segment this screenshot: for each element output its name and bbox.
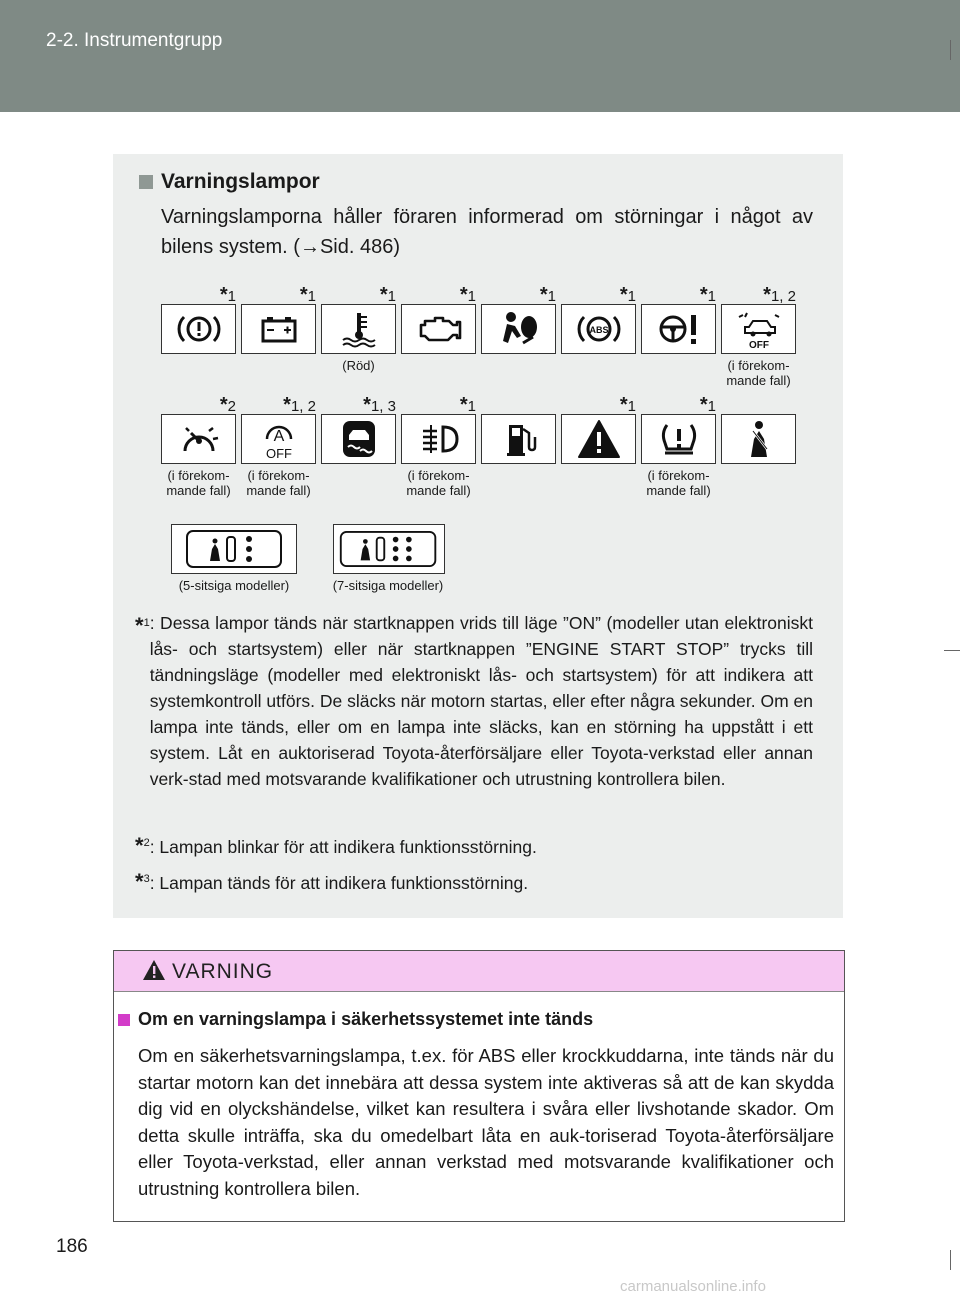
- tire-pressure-icon: [641, 414, 716, 464]
- footnote-2: *$^2$: Lampan blinkar för att indikera funktionsstörning.: [135, 832, 537, 858]
- page-number: 186: [56, 1236, 88, 1257]
- section-title: Varningslampor: [139, 170, 320, 194]
- section-intro: Varningslamporna håller föraren informerad om störningar i något av bilens system. (→Sid. 486): [161, 206, 813, 258]
- abs-icon: [561, 304, 636, 354]
- vsc-off-icon: [721, 304, 796, 354]
- warning-subtitle: Om en varningslampa i säkerhetssystemet inte tänds: [118, 1009, 593, 1030]
- warning-triangle-icon: [142, 959, 166, 981]
- bullet-square-icon: [118, 1014, 130, 1026]
- headlight-leveling-icon: [401, 414, 476, 464]
- lamp-cell: *1, 2 A OFF (i förekom- mande fall): [241, 394, 316, 498]
- fuel-icon: [481, 414, 556, 464]
- page-reference[interactable]: Sid. 486): [319, 236, 400, 258]
- bullet-square-icon: [139, 175, 153, 189]
- svg-text:ABS: ABS: [588, 325, 609, 335]
- warning-lamps-section: [113, 154, 843, 918]
- master-warning-icon: [561, 414, 636, 464]
- arrow-right-icon: →: [299, 236, 320, 258]
- lamp-cell: *1: [161, 284, 236, 388]
- lamp-cell: *1: [561, 394, 636, 498]
- power-steering-warning-icon: [641, 304, 716, 354]
- auto-off-icon: [241, 414, 316, 464]
- footnote-3: *$^3$: Lampan tänds för att indikera funktionsstörning.: [135, 868, 529, 894]
- lamp-cell: *1 (Röd): [321, 284, 396, 388]
- warning-text: Om en säkerhetsvarningslampa, t.ex. för ABS eller krockkuddarna, inte tänds när du startar motorn kan det innebära att dessa system inte aktiveras så att de kan skydda dig vid en olyckshändelse, vilket kan resultera i svåra eller livshotande skador. Om detta skulle inträffa, ska du omedelbart låta en auk-toriserad Toyota-återförsäljare eller Toyota-verkstad, eller annan verkstad med motsvarande kvalifikationer och utrustning kontrollera bilen.: [138, 1045, 834, 1199]
- lamp-cell: *1, 2 OFF (i förekom- mande fall): [721, 284, 796, 388]
- lamp-row-2: [161, 394, 796, 498]
- lamp-cell: [721, 394, 796, 498]
- watermark: carmanualsonline.info: [620, 1278, 766, 1295]
- lamp-cell: *1, 3: [321, 394, 396, 498]
- lamp-row-1: [161, 284, 796, 388]
- lamp-cell: *1: [481, 284, 556, 388]
- coolant-temperature-icon: [321, 304, 396, 354]
- seatbelt-7-seater-icon: [333, 524, 445, 574]
- svg-text:A: A: [273, 428, 284, 445]
- lamp-cell: *2 (i förekom- mande fall): [161, 394, 236, 498]
- warning-label: VARNING: [172, 960, 274, 983]
- brake-warning-icon: [161, 304, 236, 354]
- chapter-title: 2-2. Instrumentgrupp: [46, 30, 223, 51]
- crop-mark: [944, 650, 960, 651]
- lamp-cell: *1: [241, 284, 316, 388]
- svg-text:OFF: OFF: [748, 340, 769, 351]
- seatbelt-5-seater-icon: [171, 524, 297, 574]
- warning-box: [113, 950, 845, 1222]
- lamp-cell: (7-sitsiga modeller): [333, 524, 443, 593]
- slip-indicator-icon: [321, 414, 396, 464]
- lamp-cell: *1 (i förekom- mande fall): [641, 394, 716, 498]
- lamp-cell: [481, 394, 556, 498]
- lamp-cell: *1 (i förekom- mande fall): [401, 394, 476, 498]
- lamp-cell: *1 ABS: [561, 284, 636, 388]
- battery-icon: [241, 304, 316, 354]
- crop-mark: [950, 40, 951, 60]
- footnote-1: *$^1$ : Dessa lampor tänds när startknappen vrids till läge ”ON” (modeller utan elektroniskt lås- och startsystem) eller när startknappen ”ENGINE START STOP” trycks till tändningsläge (modeller med elektroniskt lås- och startsystem) för att indikera att systemkontroll utförs. De släcks när motorn startas, eller efter några sekunder. Om en lampa inte tänds, eller om en lampa inte släcks, kan en störning ha uppstått i ett system. Låt en auktoriserad Toyota-återförsäljare eller Toyota-verkstad eller annan verk-stad med motsvarande kvalifikationer och utrustning kontrollera bilen.: [135, 612, 814, 789]
- svg-text:OFF: OFF: [265, 446, 292, 461]
- lamp-row-3: [171, 524, 443, 593]
- warning-header: [114, 951, 844, 992]
- lamp-cell: *1: [641, 284, 716, 388]
- check-engine-icon: [401, 304, 476, 354]
- page-header: [0, 0, 960, 112]
- cruise-control-icon: [161, 414, 236, 464]
- crop-mark: [950, 1250, 951, 1270]
- lamp-cell: (5-sitsiga modeller): [171, 524, 297, 593]
- lamp-cell: *1: [401, 284, 476, 388]
- seatbelt-icon: [721, 414, 796, 464]
- airbag-icon: [481, 304, 556, 354]
